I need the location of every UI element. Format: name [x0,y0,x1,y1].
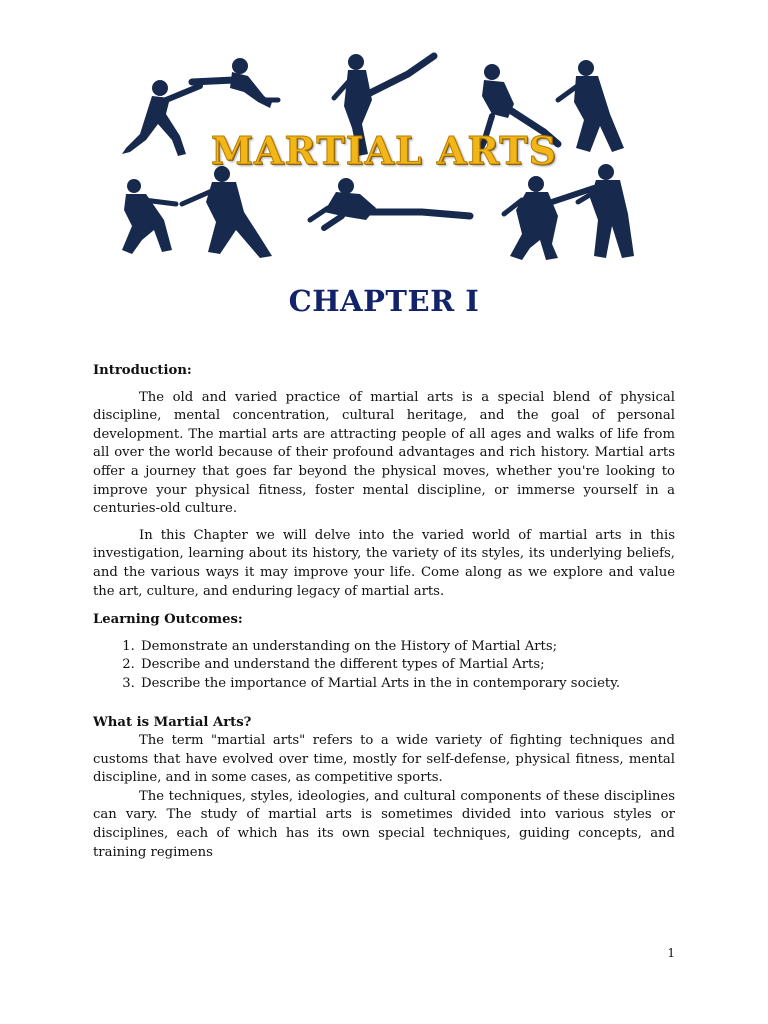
chapter-title: CHAPTER I [288,284,480,318]
silhouette-sparring-pair-bottom-left [122,166,272,258]
learning-outcomes-heading: Learning Outcomes: [93,612,243,628]
martial-arts-banner [112,44,656,264]
learning-outcome-item: 2. Describe and understand the different types of Martial Arts; [139,656,675,675]
introduction-heading: Introduction: [93,363,192,378]
learning-outcome-item: 3. Describe the importance of Martial Arts in the in contemporary society. [139,675,675,694]
introduction-paragraph: The old and varied practice of martial arts is a special blend of physical discipline, mental concentration, cultural heritage, and the goal of personal development. The martial arts are attracting people of all ages and walks of life from all over the world because of their profound advantages and rich history. Martial arts offer a journey that goes far beyond the physical moves, whether you're looking to improve your physical fitness, foster mental discipline, or immerse yourself in a centuries-old culture. [93,389,675,517]
what-is-paragraph: The techniques, styles, ideologies, and cultural components of these disciplines can vary. The study of martial arts is sometimes divided into various styles or disciplines, each of which has its own special techniques, guiding concepts, and training regimens [93,788,675,860]
learning-outcomes-list [93,638,675,694]
page-number: 1 [667,946,675,960]
introduction-paragraph: In this Chapter we will delve into the varied world of martial arts in this investigation, learning about its history, the variety of its styles, its underlying beliefs, and the various ways it may improve your life. Come along as we explore and value the art, culture, and enduring legacy of martial arts. [93,527,675,599]
what-is-martial-arts-heading: What is Martial Arts? [93,714,252,730]
learning-outcome-item: 1. Demonstrate an understanding on the History of Martial Arts; [139,638,675,657]
document-body [93,362,675,862]
silhouette-crouch-kick [310,178,470,228]
banner-title: MARTIAL ARTS [210,128,558,173]
silhouette-sparring-pair-bottom-right [504,164,634,260]
what-is-paragraph: The term "martial arts" refers to a wide variety of fighting techniques and customs that have evolved over time, mostly for self-defense, physical fitness, mental discipline, and in some cases, as competitive sports. [93,733,675,786]
